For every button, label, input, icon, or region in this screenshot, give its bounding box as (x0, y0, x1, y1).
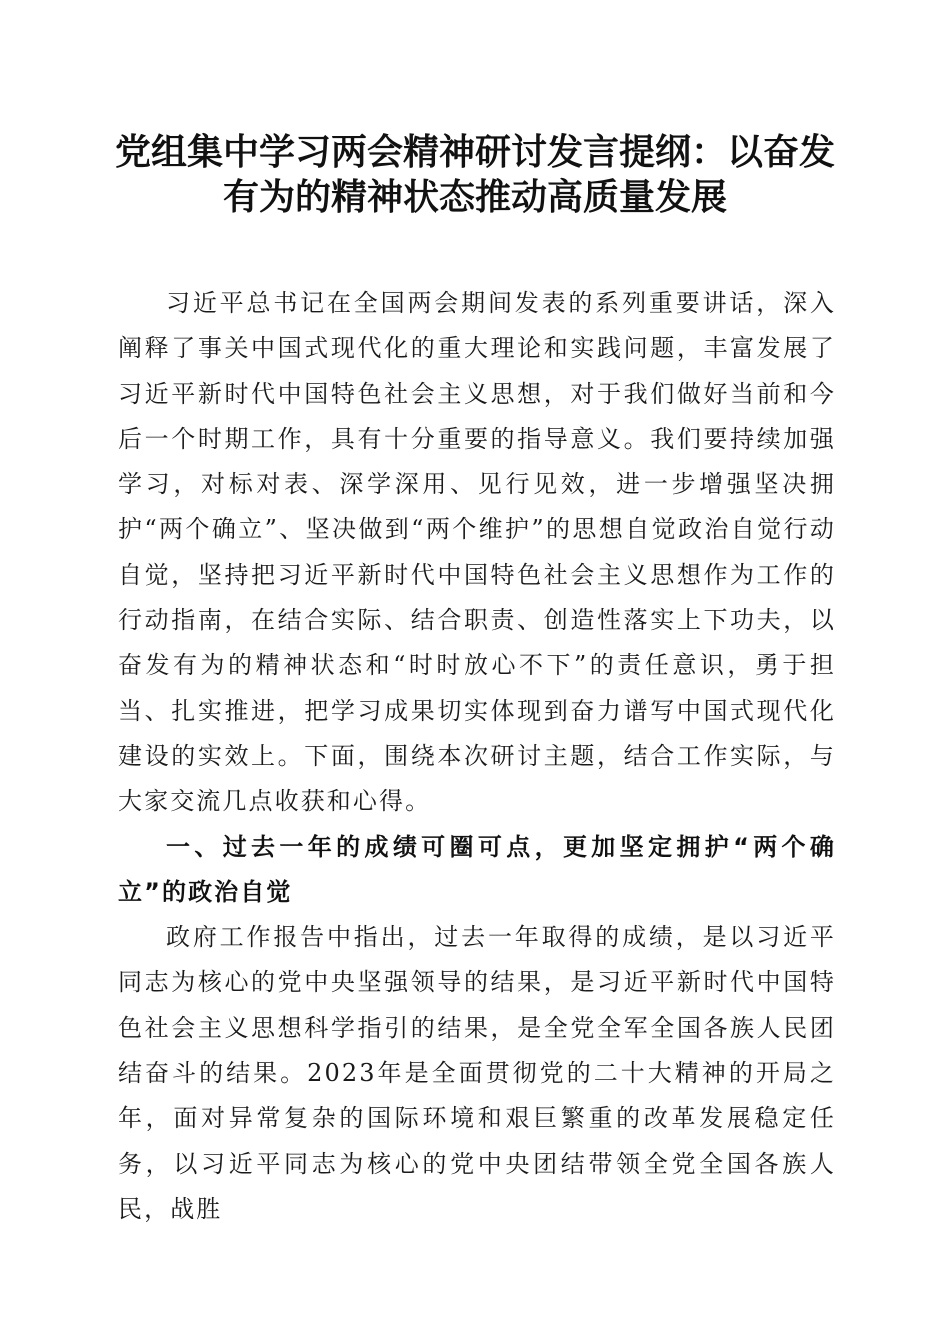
document-body (118, 281, 836, 1232)
intro-paragraph: 习近平总书记在全国两会期间发表的系列重要讲话，深入阐释了事关中国式现代化的重大理论和实践问题，丰富发展了习近平新时代中国特色社会主义思想，对于我们做好当前和今后一个时期工作，具有十分重要的指导意义。我们要持续加强学习，对标对表、深学深用、见行见效，进一步增强坚决拥护“两个确立”、坚决做到“两个维护”的思想自觉政治自觉行动自觉，坚持把习近平新时代中国特色社会主义思想作为工作的行动指南，在结合实际、结合职责、创造性落实上下功夫，以奋发有为的精神状态和“时时放心不下”的责任意识，勇于担当、扎实推进，把学习成果切实体现到奋力谱写中国式现代化建设的实效上。下面，围绕本次研讨主题，结合工作实际，与大家交流几点收获和心得。 (118, 289, 836, 816)
document-title: 党组集中学习两会精神研讨发言提纲：以奋发有为的精神状态推动高质量发展 (114, 131, 835, 218)
section-1-paragraph: 政府工作报告中指出，过去一年取得的成绩，是以习近平同志为核心的党中央坚强领导的结果，是习近平新时代中国特色社会主义思想科学指引的结果，是全党全军全国各族人民团结奋斗的结果。2023年是全面贯彻党的二十大精神的开局之年，面对异常复杂的国际环境和艰巨繁重的改革发展稳定任务，以习近平同志为核心的党中央团结带领全党全国各族人民，战胜 (118, 923, 836, 1223)
section-1-heading: 一、过去一年的成绩可圈可点，更加坚定拥护“两个确立”的政治自觉 (118, 832, 836, 906)
